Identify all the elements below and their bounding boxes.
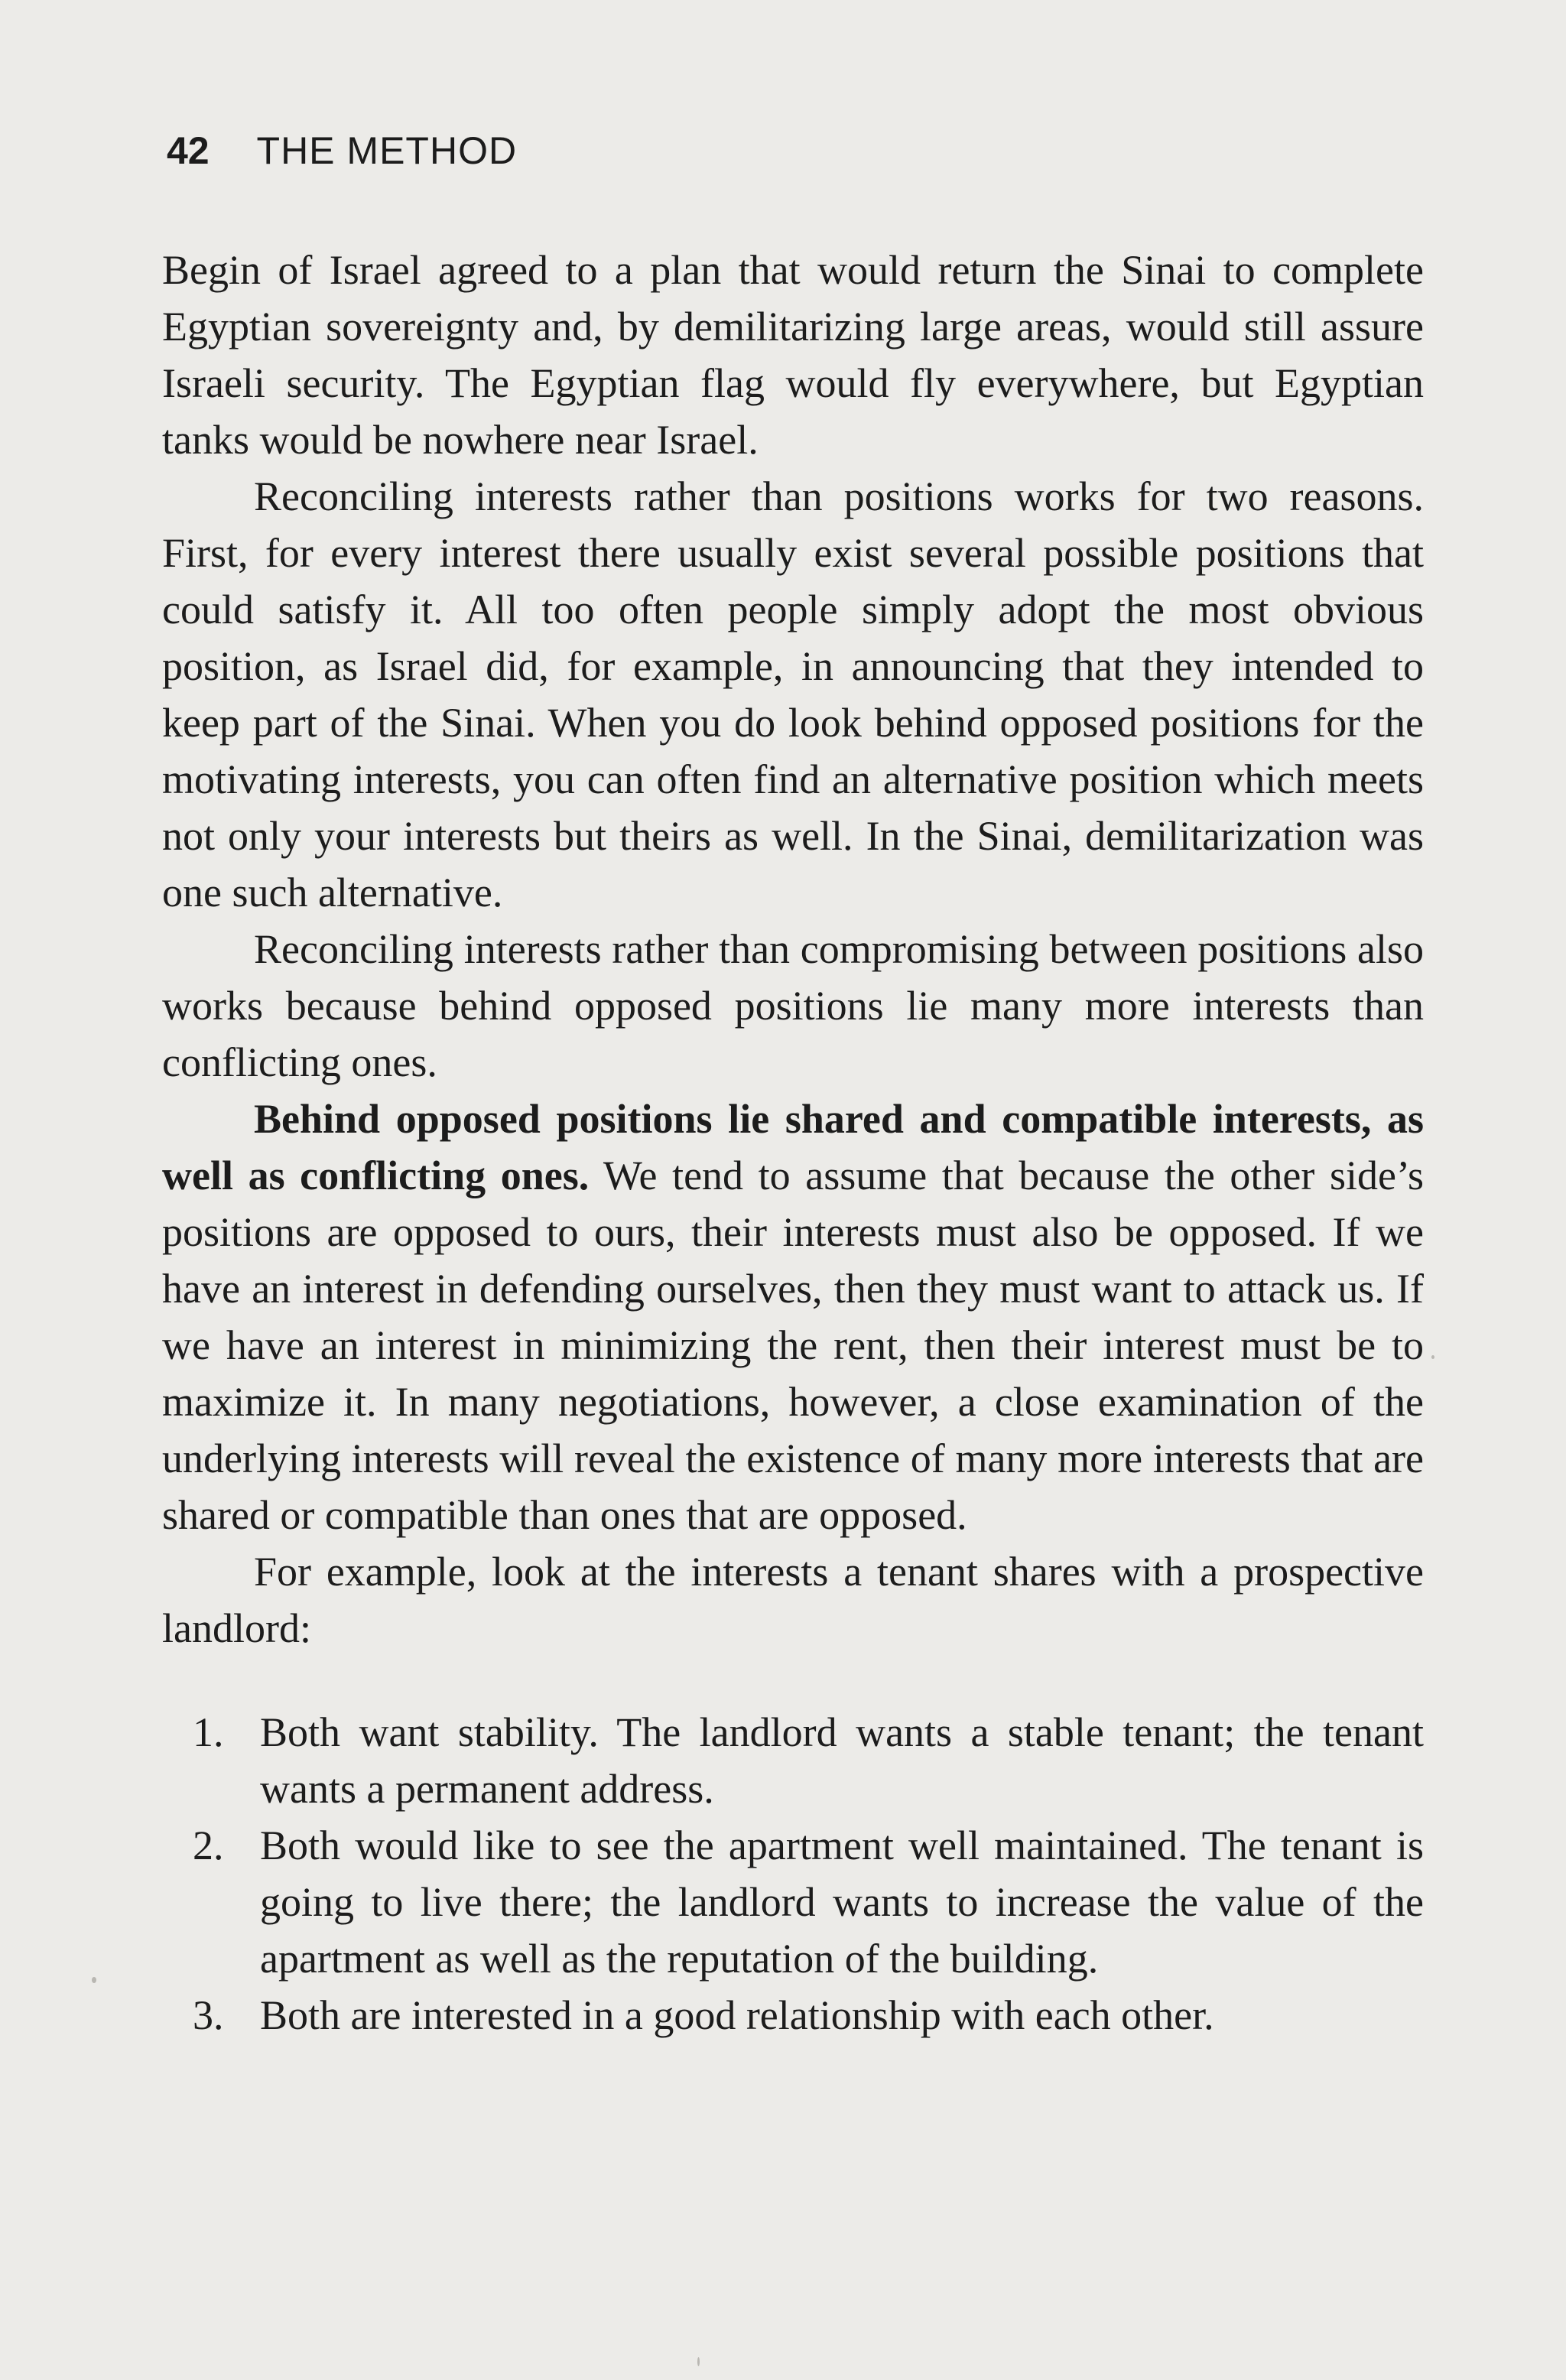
body-text	[162, 242, 1424, 2043]
list-item-number: 2.	[193, 1822, 224, 1868]
paragraph-5: For example, look at the interests a tenant shares with a prospective landlord:	[162, 1549, 1424, 1651]
scan-speck	[697, 2357, 700, 2366]
shared-interests-list	[162, 1704, 1424, 2043]
paragraph-4	[162, 1091, 1424, 1543]
list-item	[162, 1817, 1424, 1987]
list-item	[162, 1987, 1424, 2043]
list-item-text: Both would like to see the apartment well maintained. The tenant is going to live there; the landlord wants to increase the value of the apartment as well as the reputation of the building.	[260, 1822, 1424, 1982]
paragraph-4-body: We tend to assume that because the other side’s positions are opposed to ours, their interests must also be opposed. If we have an interest in defending ourselves, then they must want to attack us. If we have an interest in minimizing the rent, then their interest must be to maximize it. In many negotiations, however, a close examination of the underlying interests will reveal the existence of many more interests that are shared or compatible than ones that are opposed.	[162, 1153, 1424, 1538]
paragraph-2: Reconciling interests rather than positions works for two reasons. First, for every interest there usually exist several possible positions that could satisfy it. All too often people simply adopt the most obvious position, as Israel did, for example, in announcing that they intended to keep part of the Sinai. When you do look behind opposed positions for the motivating interests, you can often find an alternative position which meets not only your interests but theirs as well. In the Sinai, demilitarization was one such alternative.	[162, 473, 1424, 915]
list-item-number: 1.	[193, 1709, 224, 1755]
paragraph-1: Begin of Israel agreed to a plan that would return the Sinai to complete Egyptian sovereignty and, by demilitarizing large areas, would still assure Israeli security. The Egyptian flag would fly everywhere, but Egyptian tanks would be nowhere near Israel.	[162, 247, 1424, 463]
scan-speck	[1431, 1355, 1434, 1359]
list-item-text: Both want stability. The landlord wants a stable tenant; the tenant wants a permanent address.	[260, 1709, 1424, 1812]
scan-speck	[92, 1977, 96, 1983]
page-number: 42	[167, 129, 210, 172]
list-item	[162, 1704, 1424, 1817]
list-item-number: 3.	[193, 1992, 224, 2038]
chapter-title: THE METHOD	[256, 129, 518, 172]
running-head	[167, 124, 517, 177]
paragraph-4-heading: Behind opposed positions lie shared and compatible interests, as well as conflicting ones.	[162, 1096, 1424, 1198]
list-item-text: Both are interested in a good relationship with each other.	[260, 1992, 1214, 2038]
paragraph-3: Reconciling interests rather than compromising between positions also works because behind opposed positions lie many more interests than conflicting ones.	[162, 926, 1424, 1085]
